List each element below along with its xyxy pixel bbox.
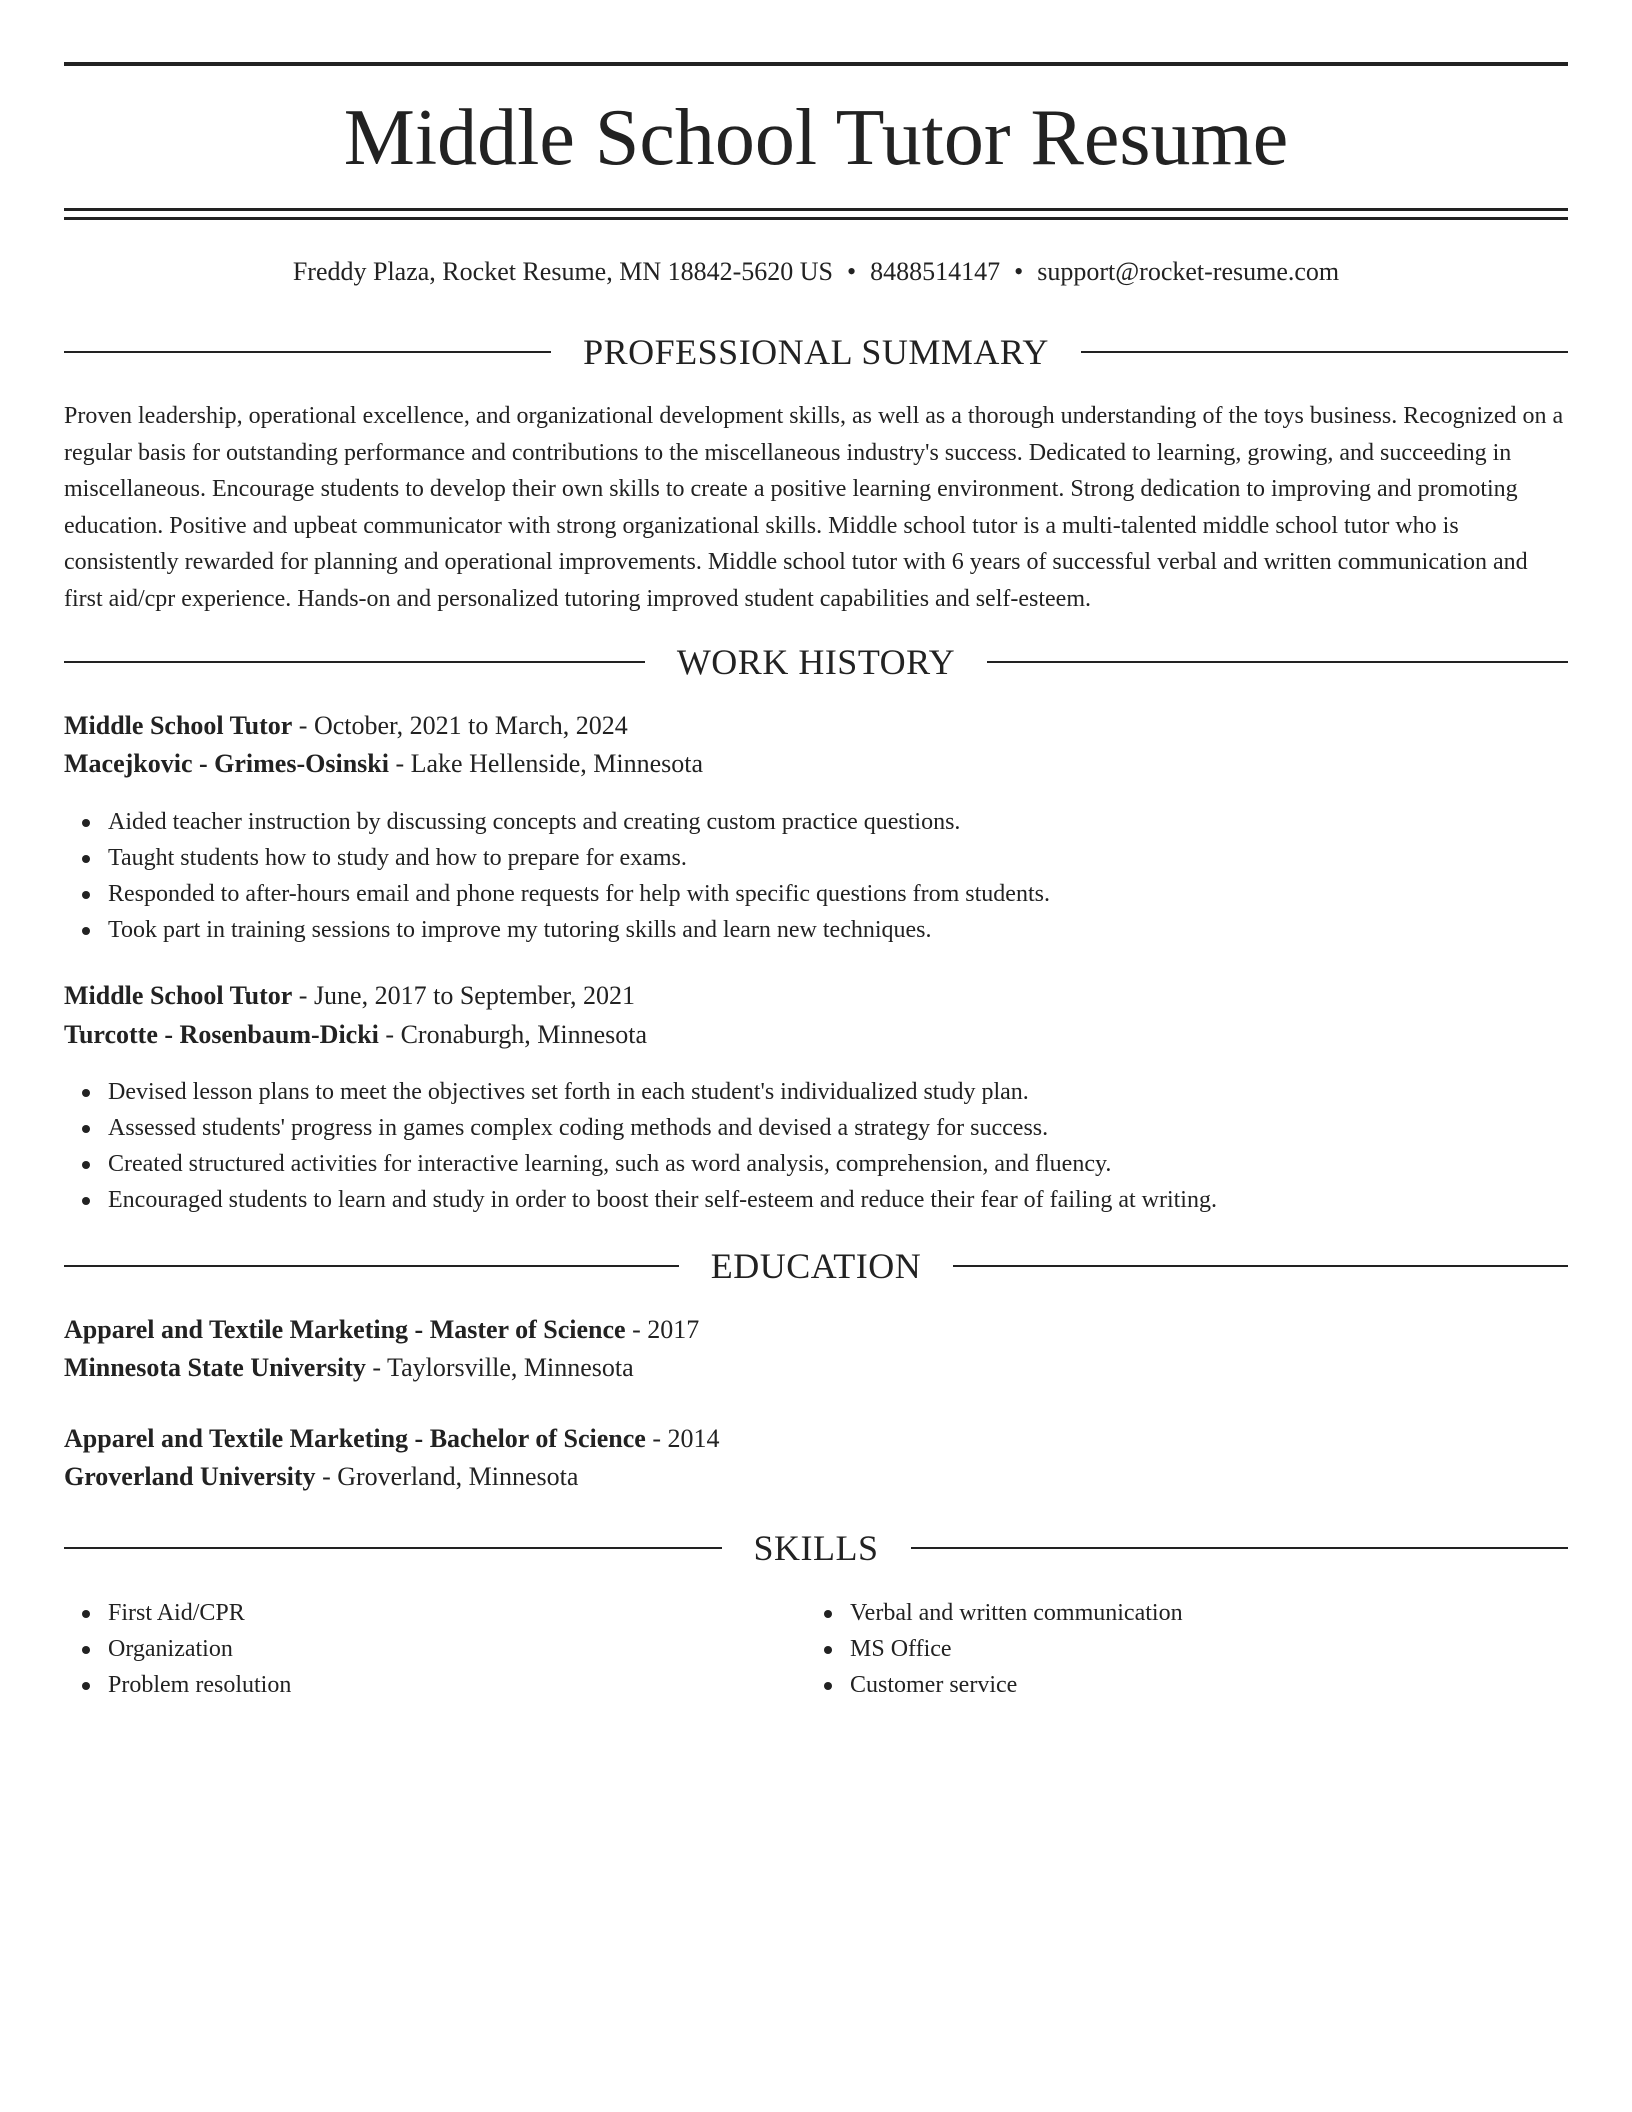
heading-rule-right <box>1081 351 1568 353</box>
list-item: Encouraged students to learn and study in order to boost their self-esteem and reduce their fear of failing at writing. <box>108 1182 1612 1218</box>
summary-text: Proven leadership, operational excellence, and organizational development skills, as well as a thorough understanding of the toys business. Recognized on a regular basis for outstanding performance and contributions to the miscellaneous industry's success. Dedicated to learning, growing, and succeeding in miscellaneous. Encourage students to develop their own skills to create a positive learning environment. Strong dedication to improving and promoting education. Positive and upbeat communicator with strong organizational skills. Middle school tutor is a multi-talented middle school tutor who is consistently rewarded for planning and operational improvements. Middle school tutor with 6 years of successful verbal and written communication and first aid/cpr experience. Hands-on and personalized tutoring improved student capabilities and self-esteem. <box>64 403 1564 612</box>
education-degree-line <box>64 1421 1568 1457</box>
education-school: Groverland University <box>64 1462 316 1491</box>
education-year: - 2017 <box>625 1315 700 1344</box>
contact-separator: • <box>847 257 857 286</box>
job-bullets <box>64 1074 1612 1218</box>
job-company-line <box>64 746 1568 782</box>
skill-item: Problem resolution <box>108 1667 1612 1703</box>
skill-item: Organization <box>108 1631 1612 1667</box>
education-degree: Apparel and Textile Marketing - Master of Science <box>64 1315 626 1344</box>
job-company: Macejkovic - Grimes-Osinski <box>64 749 389 778</box>
contact-email: support@rocket-resume.com <box>1037 257 1340 286</box>
education-degree: Apparel and Textile Marketing - Bachelor of Science <box>64 1424 646 1453</box>
skills-section-heading <box>64 1528 1568 1568</box>
heading-rule-left <box>64 661 645 663</box>
education-degree-line <box>64 1312 1568 1348</box>
education-section-heading <box>64 1246 1568 1286</box>
education-location: - Taylorsville, Minnesota <box>365 1353 634 1382</box>
work-section-heading <box>64 642 1568 682</box>
job-title: Middle School Tutor <box>64 981 293 1010</box>
list-item: Aided teacher instruction by discussing concepts and creating custom practice questions. <box>108 804 1612 840</box>
education-school: Minnesota State University <box>64 1353 366 1382</box>
job-location: - Lake Hellenside, Minnesota <box>388 749 704 778</box>
contact-separator: • <box>1014 257 1024 286</box>
job-title-line <box>64 708 1568 744</box>
summary-section-heading <box>64 332 1568 372</box>
skill-item: Verbal and written communication <box>850 1595 1632 1631</box>
job-location: - Cronaburgh, Minnesota <box>378 1020 648 1049</box>
heading-rule-left <box>64 1547 722 1549</box>
top-rule <box>64 62 1568 66</box>
job-bullets <box>64 804 1612 948</box>
job-company: Turcotte - Rosenbaum-Dicki <box>64 1020 379 1049</box>
heading-rule-right <box>953 1265 1568 1267</box>
heading-rule-right <box>911 1547 1569 1549</box>
education-heading-label: EDUCATION <box>710 1246 922 1286</box>
contact-line <box>64 254 1568 290</box>
skill-item: MS Office <box>850 1631 1632 1667</box>
education-school-line <box>64 1350 1568 1386</box>
title-double-rule <box>64 208 1568 220</box>
education-location: - Groverland, Minnesota <box>315 1462 579 1491</box>
skill-item: First Aid/CPR <box>108 1595 1612 1631</box>
job-dates: - June, 2017 to September, 2021 <box>292 981 635 1010</box>
summary-heading-label: PROFESSIONAL SUMMARY <box>583 332 1049 372</box>
skill-item: Customer service <box>850 1667 1632 1703</box>
list-item: Taught students how to study and how to prepare for exams. <box>108 840 1612 876</box>
skills-list-right <box>806 1595 1632 1703</box>
work-heading-label: WORK HISTORY <box>676 642 956 682</box>
heading-rule-left <box>64 351 551 353</box>
list-item: Assessed students' progress in games complex coding methods and devised a strategy for success. <box>108 1110 1612 1146</box>
list-item: Created structured activities for interactive learning, such as word analysis, comprehension, and fluency. <box>108 1146 1612 1182</box>
heading-rule-left <box>64 1265 679 1267</box>
job-title: Middle School Tutor <box>64 711 293 740</box>
list-item: Responded to after-hours email and phone requests for help with specific questions from students. <box>108 876 1612 912</box>
list-item: Devised lesson plans to meet the objectives set forth in each student's individualized study plan. <box>108 1074 1612 1110</box>
list-item: Took part in training sessions to improve my tutoring skills and learn new techniques. <box>108 912 1612 948</box>
job-dates: - October, 2021 to March, 2024 <box>292 711 628 740</box>
resume-title: Middle School Tutor Resume <box>343 94 1289 182</box>
job-title-line <box>64 978 1568 1014</box>
education-year: - 2014 <box>645 1424 720 1453</box>
contact-address: Freddy Plaza, Rocket Resume, MN 18842-5620 US <box>292 257 834 286</box>
education-school-line <box>64 1459 1568 1495</box>
contact-phone: 8488514147 <box>870 257 1001 286</box>
heading-rule-right <box>987 661 1568 663</box>
job-company-line <box>64 1017 1568 1053</box>
skills-heading-label: SKILLS <box>753 1528 879 1568</box>
